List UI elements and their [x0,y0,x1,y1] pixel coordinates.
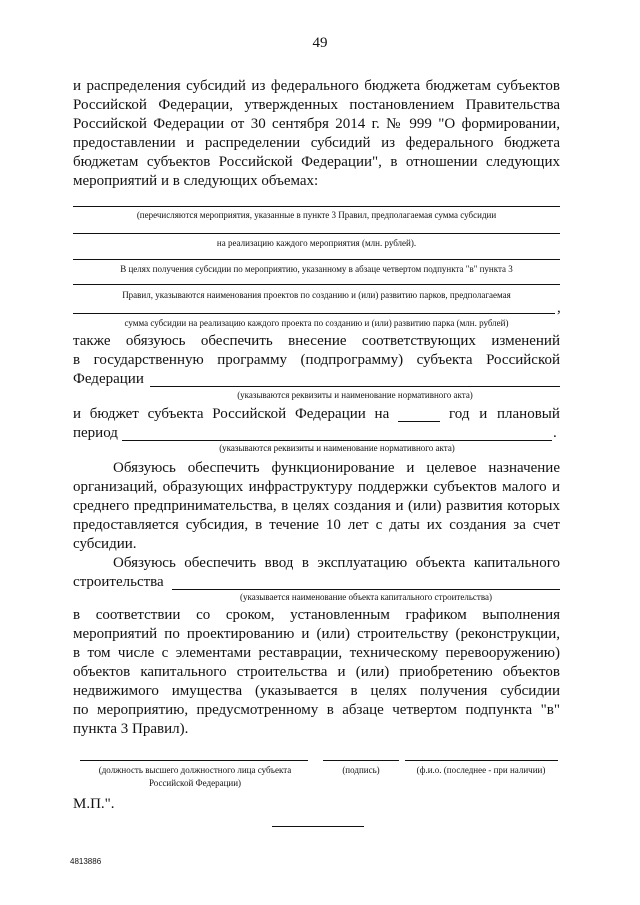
caption-purpose: В целях получения субсидии по мероприятию, указанному в абзаце четвертом подпункта "в" пункта 3 [120,264,513,274]
block3-line-1: Обязуюсь обеспечить функционирование и целевое назначение [113,460,560,476]
caption-norm-act-1: (указываются реквизиты и наименование нормативного акта) [237,390,473,400]
fill-line [73,233,560,234]
block5-line-1: в соответствии со сроком, установленным графиком выполнения [73,607,560,623]
caption-official-position: (должность высшего должностного лица субъекта [98,765,292,775]
block3-line-5: субсидии. [73,536,137,552]
stamp-mark: М.П.". [73,796,115,812]
block5-line-4: объектов капитального строительства и (или) приобретению объектов [73,664,560,680]
caption-park-amount: сумма субсидии на реализацию каждого проекта по созданию и (или) развитию парка (млн. рублей) [124,318,509,328]
caption-norm-act-2: (указываются реквизиты и наименование нормативного акта) [219,443,455,453]
caption-projects: Правил, указываются наименования проектов по созданию и (или) развитию парков, предполагаемая [122,290,511,300]
intro-line-5: бюджетам субъектов Российской Федерации", в отношении следующих [73,154,560,170]
block5-line-3: в том числе с элементами реставрации, техническому перевооружению) [73,645,560,661]
comma-mark: , [557,300,561,316]
block2-budget-text: и бюджет субъекта Российской Федерации на [73,406,390,422]
period-end-dot: . [553,425,557,441]
fill-line [150,386,560,387]
caption-official-position-2: Российской Федерации) [148,778,242,788]
block1-line-3: Федерации [73,371,144,387]
page-number: 49 [312,35,328,51]
name-signature-line [405,760,558,761]
block1-line-1: также обязуюсь обеспечить внесение соответствующих изменений [73,333,560,349]
block5-line-2: мероприятий по проектированию и (или) строительству (реконструкции, [73,626,560,642]
block1-line-2: в государственную программу (подпрограмму) субъекта Российской [73,352,560,368]
intro-line-4: предоставлении и распределении субсидий из федерального бюджета [73,135,560,151]
block4-line-2: строительства [73,574,164,590]
block4-line-1: Обязуюсь обеспечить ввод в эксплуатацию объекта капитального [113,555,560,571]
fill-line [73,259,560,260]
caption-construction-object: (указывается наименование объекта капитального строительства) [240,592,492,602]
caption-amount: на реализацию каждого мероприятия (млн. рублей). [216,238,417,248]
closing-rule [272,826,364,827]
intro-line-2: Российской Федерации, утвержденных постановлением Правительства [73,97,560,113]
fill-line [73,206,560,207]
intro-line-1: и распределения субсидий из федерального бюджета бюджетам субъектов [73,78,560,94]
block3-line-2: организаций, образующих инфраструктуру поддержки субъектов малого и [73,479,560,495]
fill-line [122,440,552,441]
block5-line-7: пункта 3 Правил). [73,721,189,737]
fill-line [172,589,560,590]
sign-signature-line [323,760,399,761]
intro-line-6: мероприятий и в следующих объемах: [73,173,319,189]
year-blank-line [398,421,440,422]
block5-line-6: по мероприятию, предусмотренному в абзаце четвертом подпункта "в" [73,702,560,718]
block5-line-5: недвижимого имущества (указывается в целях получения субсидии [73,683,560,699]
fill-line [73,313,555,314]
caption-full-name: (ф.и.о. (последнее - при наличии) [416,765,546,775]
caption-sign: (подпись) [342,765,380,775]
block3-line-3: среднего предпринимательства, в целях создания и (или) развития которых [73,498,560,514]
intro-line-3: Российской Федерации от 30 сентября 2014 г. № 999 "О формировании, [73,116,560,132]
document-code: 4813886 [70,857,102,866]
position-signature-line [80,760,308,761]
caption-measures: (перечисляются мероприятия, указанные в пункте 3 Правил, предполагаемая сумма субсидии [136,210,497,220]
block2-planned-text: год и плановый [449,406,560,422]
block2-period-text: период [73,425,118,441]
block3-line-4: предоставляется субсидия, в течение 10 лет с даты их создания за счет [73,517,560,533]
fill-line [73,284,560,285]
